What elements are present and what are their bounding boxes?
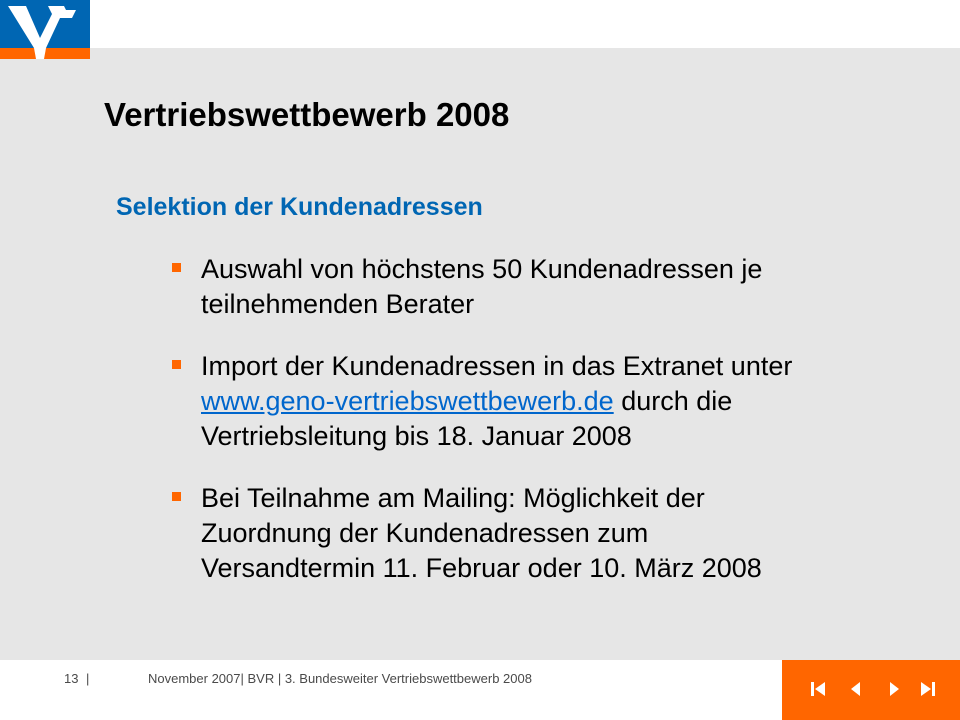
bullet-line: teilnehmenden Berater: [201, 289, 475, 319]
bullet-item: [172, 349, 912, 454]
bullet-item: [172, 481, 912, 586]
bullet-line: Import der Kundenadressen in das Extranet unter: [201, 351, 793, 381]
bullet-square-icon: [172, 360, 181, 369]
slide-title: Vertriebswettbewerb 2008: [104, 96, 510, 133]
bullet-line: Vertriebsleitung bis 18. Januar 2008: [201, 421, 632, 451]
bullet-square-icon: [172, 492, 181, 501]
bullet-line: Zuordnung der Kundenadressen zum: [201, 518, 649, 548]
previous-icon[interactable]: [844, 677, 868, 701]
page-number: 13: [64, 671, 79, 686]
bullet-line: Bei Teilnahme am Mailing: Möglichkeit der: [201, 483, 705, 513]
navigation-bar: [782, 660, 960, 720]
volksbank-logo-icon: [0, 0, 90, 59]
bullet-item: [172, 252, 912, 322]
header-band: [0, 0, 960, 48]
bullet-line: [201, 384, 912, 419]
footer-info: November 2007| BVR | 3. Bundesweiter Vertriebswettbewerb 2008: [148, 671, 532, 686]
bullet-square-icon: [172, 263, 181, 272]
skip-first-icon[interactable]: [806, 677, 830, 701]
next-icon[interactable]: [882, 677, 906, 701]
skip-last-icon[interactable]: [916, 677, 940, 701]
footer-separator: |: [86, 671, 90, 686]
bullet-line: Auswahl von höchstens 50 Kundenadressen je: [201, 254, 763, 284]
footer: [0, 660, 960, 720]
bullet-line-text: durch die: [613, 386, 733, 416]
extranet-link[interactable]: www.geno-vertriebswettbewerb.de: [201, 386, 614, 416]
slide-subtitle: Selektion der Kundenadressen: [116, 193, 483, 221]
bullet-line: Versandtermin 11. Februar oder 10. März 2008: [201, 553, 762, 583]
bullet-list: [172, 252, 912, 613]
